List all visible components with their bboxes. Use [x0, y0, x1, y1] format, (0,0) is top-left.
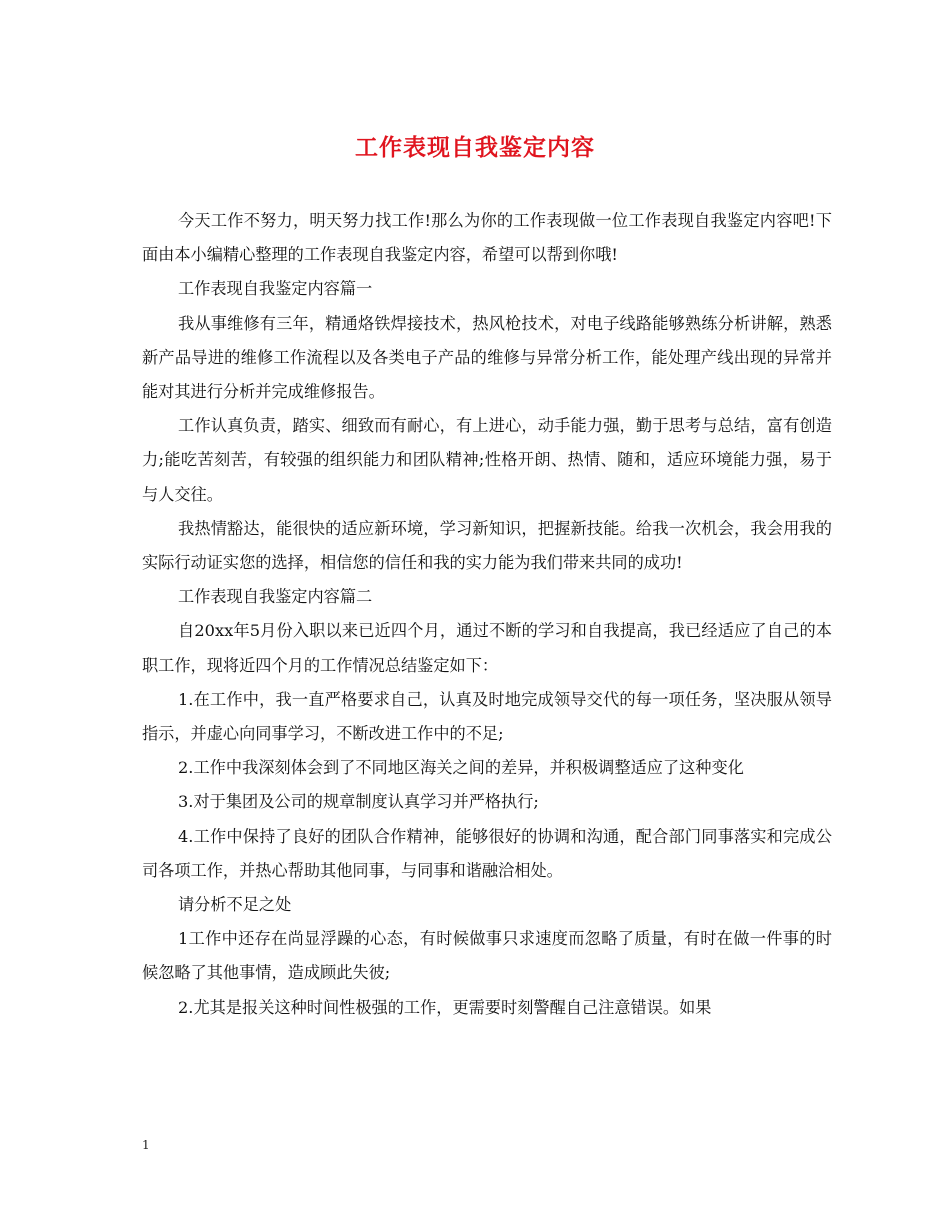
shortcoming-item-2: 2.尤其是报关这种时间性极强的工作，更需要时刻警醒自己注意错误。如果	[178, 997, 712, 1017]
paragraph-personality: 我热情豁达，能很快的适应新环境，学习新知识，把握新技能。给我一次机会，我会用我的实际行动证实您的选择，相信您的信任和我的实力能为我们带来共同的成功!	[142, 518, 832, 573]
shortcoming-item-1: 1工作中还存在尚显浮躁的心态，有时候做事只求速度而忽略了质量，有时在做一件事的时候忽略了其他事情，造成顾此失彼;	[142, 929, 832, 983]
section-heading-part-one: 工作表现自我鉴定内容篇一	[178, 279, 373, 299]
paragraph-attitude: 工作认真负责，踏实、细致而有耐心，有上进心，动手能力强，勤于思考与总结，富有创造力;能吃苦刻苦，有较强的组织能力和团队精神;性格开朗、热情、随和，适应环境能力强，易于与人交往。	[142, 416, 832, 504]
paragraph-onboarding: 自20xx年5月份入职以来已近四个月，通过不断的学习和自我提高，我已经适应了自己的本职工作，现将近四个月的工作情况总结鉴定如下：	[142, 621, 832, 675]
document-title: 工作表现自我鉴定内容	[355, 134, 595, 161]
document-body	[142, 204, 832, 1025]
page-number: 1	[142, 1138, 150, 1152]
subheading-shortcomings: 请分析不足之处	[178, 895, 292, 915]
paragraph-intro: 今天工作不努力，明天努力找工作!那么为你的工作表现做一位工作表现自我鉴定内容吧!下面由本小编精心整理的工作表现自我鉴定内容，希望可以帮到你哦!	[142, 211, 832, 265]
list-item-2: 2.工作中我深刻体会到了不同地区海关之间的差异，并积极调整适应了这种变化	[178, 758, 744, 778]
paragraph-skills: 我从事维修有三年，精通烙铁焊接技术，热风枪技术，对电子线路能够熟练分析讲解，熟悉新产品导进的维修工作流程以及各类电子产品的维修与异常分析工作，能处理产线出现的异常并能对其进行分析并完成维修报告。	[142, 313, 832, 402]
section-heading-part-two: 工作表现自我鉴定内容篇二	[178, 587, 373, 607]
list-item-3: 3.对于集团及公司的规章制度认真学习并严格执行;	[178, 792, 539, 812]
list-item-4: 4.工作中保持了良好的团队合作精神，能够很好的协调和沟通，配合部门同事落实和完成公司各项工作，并热心帮助其他同事，与同事和谐融洽相处。	[142, 826, 832, 880]
list-item-1: 1.在工作中，我一直严格要求自己，认真及时地完成领导交代的每一项任务，坚决服从领导指示，并虚心向同事学习，不断改进工作中的不足;	[142, 689, 832, 744]
